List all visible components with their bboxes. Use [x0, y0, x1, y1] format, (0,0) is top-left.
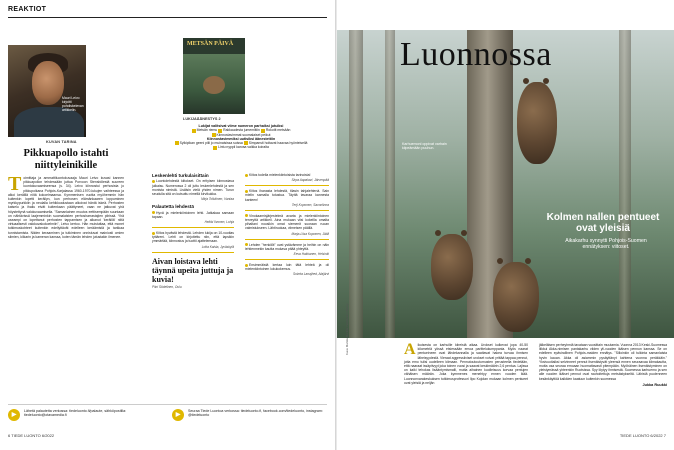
background-tree [385, 30, 395, 338]
article-headline: Kolmen nallen pentueet ovat yleisiä [546, 212, 660, 234]
cover-animal [203, 76, 225, 94]
letter-body: Lehden "henkilöt" ovat ystävämme ja heihin on näin lehtienmekin kautta mukava pitää yhteyttä. [245, 242, 329, 251]
divider [245, 185, 329, 186]
bear-cub-left [431, 234, 473, 300]
article-text: oimittaja ja ammattiluontokuvaaja Mauri Leivo kuvasi kannen pikkuapollon tehdessään juttua Porvoon Stensbölestä suureen luontokuvaamiseensa (s. 34). Leivo kiinnostui perhosista jo pikkupoikana Pohjois-Karjalassa 1960-1970-lukujen vaihteessa ja alkoi keräillä niitä kokoelmaansa. Kymmenisen vuotta myöhemmin hän kuitenkin lopetti keräilyn, kun perhosen elämänkaaren loppuminen myrkkypurkkiin ja neulalla kehikkoalustaan alkoivat häntä iskeä. Perhosten katselu ja ihailu eivät kuitenkaan päättyneet, vaan ne jatkuvat yhä höystettynä valokuvaamisella. "Samanlainen muutos eettisempään suuntaan on nähtävissä laajemminkin suomalaisten perhosharrastajien piirissä. Yhä useampi on lopettanut perhosten tappamisen ja alkanut 'keräillä' niitä virtuaalisesti valokuvakokoelmiin", Leivo kertoo. Hän muistuttaa, että monet tutkimuskohteet kuitenkin edellyttävät edelleen keräämistä ja tarkkaa tunnistamista. Niiden keraaminen ja tutkiminen onnistuvat mainiosti omien silmien, kiikarin ja kameran kanssa, koten tämän lehden jutustakin ilmenee. [8, 176, 124, 239]
cover-brand: METSÄN PÄIVÄ [187, 41, 234, 47]
section-title: Luonnossa [400, 36, 552, 73]
poll-title-2: Kiinnostavimmiksi uutisiksi äänestettiin [206, 136, 276, 141]
poll-items-top [152, 128, 330, 136]
letter-body: Vinokaarnisjärjestelmä avarta ja mielenkiintoinen terveyttä artikkeli. Aina mukaan viisi kokeilla omalta pihaltani nousikin omat siemenit suoraan ruoan valmistukseen. Lähtiruokaa, viimeisen päällä. [245, 213, 329, 231]
article-headline: Pikkuapollo istahti niittyleinikille [23, 148, 109, 171]
divider [245, 259, 329, 260]
letter-body: Kiitos ihanasta lehdestä, tilasin tahjalehtenä. Sain mielin samalla tutustua. Täyttä tavaraa kannesta kanteen! [245, 189, 329, 202]
dropcap: T [8, 173, 22, 195]
letter-body: Kiitos hyvästä lehdestä. Lehden lukija on 10-vuotias tyttäreni. Lehti on kirjoitettu niin, että lapsikin ymmärtää, kiinnostus ja tuottii ajattelemaan. [152, 231, 234, 244]
magazine-cover [183, 38, 245, 114]
divider [152, 252, 234, 253]
right-page [337, 0, 674, 450]
letter-body: Hyvä ja mielenkiintoinen lehti. Jatkakaa samaan tapaan. [152, 210, 234, 219]
forest-photo [337, 30, 674, 338]
letter-body: Kiitos todella mielenkiintoisista tarinoista! [245, 173, 329, 177]
left-page [0, 0, 336, 450]
page-number-right: TIEDE LUONTO 6/2022 7 [619, 433, 666, 438]
article-body [8, 173, 124, 239]
bear-ear [525, 258, 531, 264]
quote-icon [152, 232, 155, 235]
big-quote-signature: Piini Södelinen, Oulu [152, 284, 182, 289]
poll-item: Sylkipikan geeni piili jo muinaisissa suissa [179, 141, 243, 146]
footer-divider [8, 404, 327, 405]
quote-icon [245, 243, 248, 246]
poll-title: Lukijat valitsivat viime numeron parhaiksi jutuiksi [198, 124, 284, 128]
letter-signature: Marja-Liisa Koponen, Jääli [291, 231, 329, 236]
author-name: Jukka Ruukki [642, 382, 667, 387]
letter-signature: Eeva Hakkanen, Helsinki [293, 252, 329, 257]
letter-signature: Lotta Kaisla, Jyväskylä [201, 244, 234, 249]
divider [152, 227, 234, 228]
follow-icon: ▶ [172, 409, 184, 421]
bear-ear [497, 258, 503, 264]
letters-column-2 [245, 173, 329, 279]
quote-icon [152, 180, 155, 183]
letter-signature: Soimta Lanajhed, Alajärvi [292, 272, 329, 277]
divider [245, 239, 329, 240]
poll-item: Kiinnostavimmat suomalaiset peikut [216, 132, 271, 137]
letter-title: Leskenlehti turkulaisittain [152, 173, 209, 178]
send-feedback-icon: ▶ [8, 409, 20, 421]
letter-signature: Heikki Ilvonen, Lohja [204, 220, 234, 225]
footer-feedback: Lähetä palautetta verkossa: tiedeluonto.fi/palaute, sähköpostilla: tiedeluonto@otavamedia.fi [24, 409, 127, 418]
poll-item: Metsän riemu [196, 128, 218, 133]
quote-icon [245, 264, 248, 267]
background-tree [619, 30, 631, 338]
article-text: ikuisesta on karhuille kiireistä aikaa. Urokset kulkevat jopa 40-50 kilometriä yössä etsiessään emoa parittelukumppania. Myös naarat pentueineen ovat lähdekannalla ja saattavat hakea turvaa ihmisen läheisyydestä. Vieraat aggressiiviset urokset voivat yrittää tappaa pennut, jotta emo tulisi uudelleen kiimaan. Pennutoutoutumusten perusteella tiedetään, että naaraat issäpitvyyt joka toinen vuosi ja saavat keskimäärin 2,6 pentua. Lajissa on kaiki tehokas lisääntymismalli, mutta aihainen kuolleisuus korvaa pentujen vähäisen määrän. Joka kymmenes menehtyy ennen vuoden ikää. Luonnonvarakeskuksen tutkimusprofessori Ilpo Kojolan mukaan kolmen pentueet ovat yleisiä ja neljän [404, 343, 528, 385]
poll-item: Rokotit metsään [265, 128, 291, 133]
letter-signature: Sirpa Aapakari, Järvenpää [291, 178, 329, 183]
article-column-2 [539, 343, 667, 387]
author-photo [8, 45, 86, 137]
quote-icon [152, 211, 155, 214]
number-3-icon [213, 146, 217, 150]
bear-ear [543, 78, 549, 84]
section-divider [8, 17, 327, 18]
footer-follow: Seuraa Tiede Luontoa verkossa: tiedeluonto.fi, facebook.com/tiedeluonto, instagram: @tiedeluonto [188, 409, 323, 418]
article-text: jälkeläisen perheyhmiä tavataan vuosittain muutamia. Vuonna 2013 Keski-Suomessa liikkui Akka-nimisen pantakarhu viiden yli-vuoden ikäisen pennun kanssa. Se on edelleen epävirallinen Pohjois-maiden ennätys. "Silloinkin oli tulkinta samanlaista hyvin kauan. Akka oli asiammin pysäyttänyt kahtena vuonna peräkkäin." Yksivuotiaiksi selvinneet pennut itsenäistyvät yleensä ennen seuraavaa kiimakautta, mutta osa seuraa emoaan huomattavasti pitempään. Myöhäinen itsenäistyminen on yleistymässä yhteenkin Ruotsissa. Syy löytyy ihmisestä. Suomessa karhuemo ja sen alle vuoden ikäiset pennut ovat rauhoitettuja metsästykseltä. Lähistä puolenneen kesänkäyttöä kaikkien kaatuun kuitenkin suomessa [539, 343, 667, 381]
photo-face [32, 61, 64, 105]
bear-ear [461, 230, 467, 236]
letter-signature: Mirja Tolkkinen, Vantaa [201, 197, 234, 202]
page-number-left: 6 TIEDE LUONTO 6/2022 [8, 433, 55, 438]
author-photo-caption: Mauri Leivo kirjoitti pohdiskelevan artikkelin. [62, 96, 84, 112]
number-1-icon [192, 129, 196, 133]
poll-item: Simpansit hoitavat haavaa hyönteisellä [248, 141, 308, 146]
number-1-icon [175, 141, 179, 145]
letter-title: Palautetta lehdestä [152, 204, 194, 210]
quote-icon [245, 214, 248, 217]
bear-cub-bottom [493, 262, 539, 332]
letter-body: Ensimmäistä kertaa luin tätä lehteä ja oli mielenkiintoinen lukukokemus. [245, 263, 329, 272]
bear-cub-top [517, 82, 557, 164]
bear-ear [435, 230, 441, 236]
photo-story-label: KUVAN TARINA [46, 140, 77, 144]
letter-body: Luontolehdestä kiitokset. On erityisen kiinnostava julkaisu. Numerossa 2 oli juttu leskenlehdestä ja sen monista nimistä. Lisäisin vielä yhden nimen. Turun seudulla sitä on kutsuttu nimellä kirvikukka. [152, 179, 234, 197]
poll-item: Lintu nyppii karvaa vaikka koiralta [218, 145, 269, 150]
divider [245, 210, 329, 211]
poll-item: Rakkaudesta jumemiitiin [223, 128, 260, 133]
quote-icon [245, 174, 248, 177]
background-tree [349, 30, 363, 338]
dropcap: A [404, 341, 416, 358]
letter-signature: Terji Koponen, Savonlinna [291, 202, 329, 207]
letters-column-1 [152, 173, 234, 292]
poll-items-bottom [152, 141, 330, 149]
photo-caption: Karhuemonl oppivat varhain kiipeämään puuhun. [402, 142, 447, 151]
big-quote: Aivan loistava lehti täynnä upeita juttuja ja kuvia! [152, 256, 234, 284]
section-tag: REAKTIOT [8, 6, 47, 13]
article-column-1 [404, 343, 528, 385]
photo-credit: Kuva: Markku Marttila / Vastavalo / Alamy [345, 303, 349, 355]
article-subtitle: Aikakarhu synnytti Pohjois-Suomen ennätyksen: viitoset. [565, 238, 647, 250]
bear-ear [523, 78, 529, 84]
poll-box [152, 124, 330, 150]
quote-icon [245, 190, 248, 193]
poll-tag: LUKIJAÄÄNESTYS 2 [183, 117, 221, 121]
